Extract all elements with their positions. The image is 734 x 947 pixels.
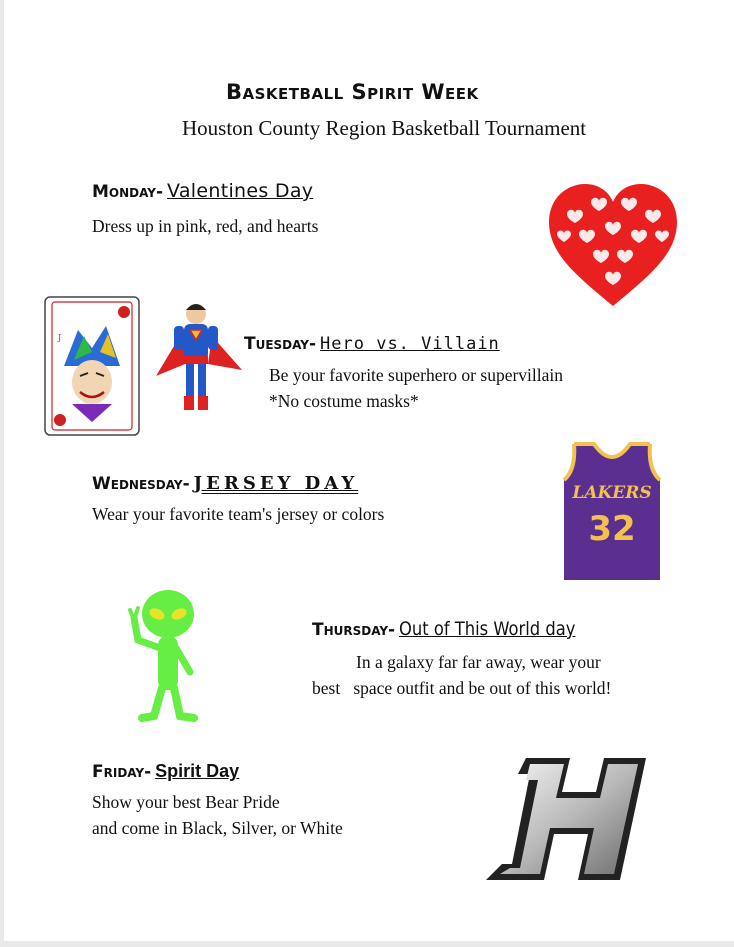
wednesday-description: Wear your favorite team's jersey or colors <box>92 504 385 524</box>
tuesday-description-line2: *No costume masks* <box>269 391 419 411</box>
thursday-heading <box>312 618 604 640</box>
heart-cluster-icon <box>547 184 679 308</box>
alien-icon <box>124 588 204 724</box>
tuesday-description-line1: Be your favorite superhero or supervillain <box>269 365 564 385</box>
thursday-theme: Out of This World day <box>399 618 576 640</box>
tuesday-heading <box>244 334 500 354</box>
monday-heading <box>92 180 313 202</box>
tuesday-theme: Hero vs. Villain <box>320 334 500 354</box>
thursday-label: Thursday- <box>312 620 396 640</box>
friday-heading <box>92 761 239 782</box>
monday-label: Monday- <box>92 182 164 202</box>
friday-description-line2: and come in Black, Silver, or White <box>92 818 343 838</box>
wednesday-heading <box>92 473 358 494</box>
friday-label: Friday- <box>92 762 152 782</box>
wednesday-theme: JERSEY DAY <box>193 473 359 494</box>
flyer-page <box>4 0 734 941</box>
page-subtitle: Houston County Region Basketball Tournament <box>182 116 587 140</box>
jersey-team-text: LAKERS <box>572 483 652 503</box>
thursday-description-line2: best space outfit and be out of this world! <box>312 678 612 698</box>
tuesday-label: Tuesday- <box>244 334 317 354</box>
friday-description-line1: Show your best Bear Pride <box>92 792 280 812</box>
page-title: Basketball Spirit Week <box>226 80 479 104</box>
jersey-number-text: 32 <box>588 509 636 549</box>
joker-card-icon <box>44 296 140 436</box>
monday-description: Dress up in pink, red, and hearts <box>92 216 319 236</box>
wednesday-label: Wednesday- <box>92 474 190 494</box>
thursday-description-line1: In a galaxy far far away, wear your <box>356 652 601 672</box>
card-letters: J <box>58 333 62 342</box>
jersey-icon <box>560 440 664 584</box>
superhero-icon <box>150 300 246 416</box>
monday-theme: Valentines Day <box>167 180 314 202</box>
friday-theme: Spirit Day <box>155 761 240 781</box>
h-logo-icon <box>480 752 650 886</box>
